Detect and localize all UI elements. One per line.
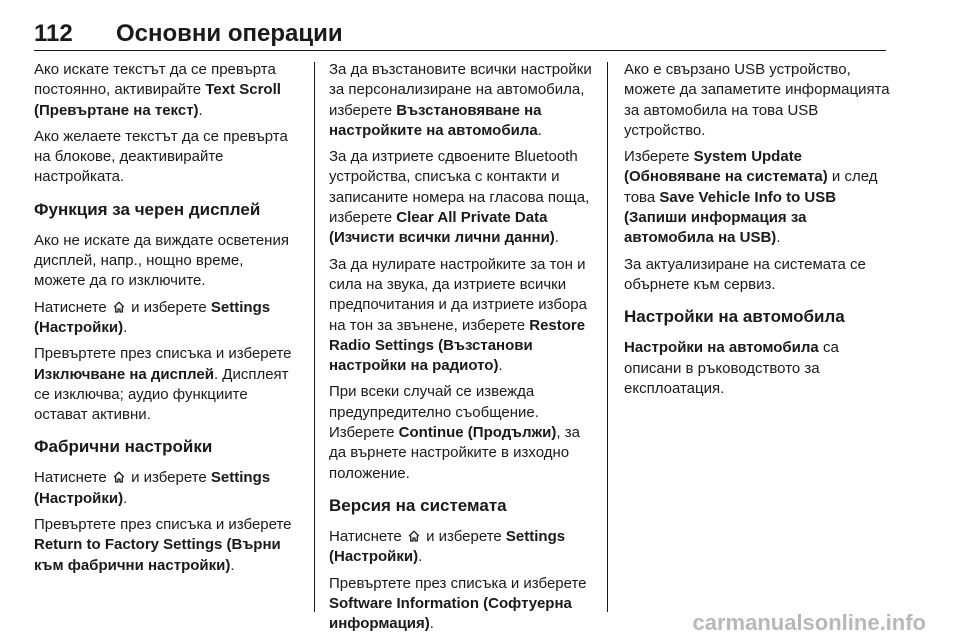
- section-heading-vehicle-settings: Настройки на автомобила: [624, 307, 845, 327]
- menu-option-continue: Continue (Продължи): [398, 424, 557, 442]
- paragraph-text-scroll: Ако искате текстът да се превърта постоянно, активирайте Text Scroll (Превъртане на текст).: [34, 61, 281, 119]
- paragraph-display-off: Превъртете през списъка и изберете Изключване на дисплей. Дисплеят се изключва; аудио функциите остават активни.: [34, 345, 292, 424]
- column-middle: [329, 60, 595, 640]
- paragraph-restore-vehicle: За да възстановите всички настройки за персонализиране на автомобила, изберете Възстановяване на настройките на автомобила.: [329, 61, 592, 139]
- menu-option-settings: Settings (Настройки): [34, 469, 271, 507]
- home-icon: [113, 301, 125, 313]
- menu-option-text-scroll: Text Scroll (Превъртане на текст): [34, 81, 281, 119]
- menu-option-factory-reset: Return to Factory Settings (Върни към фабрични настройки): [34, 536, 281, 574]
- menu-option-clear-private-data: Clear All Private Data (Изчисти всички лични данни): [329, 209, 555, 247]
- column-divider-left: [314, 62, 315, 612]
- menu-option-restore-vehicle: Възстановяване на настройките на автомобила: [329, 101, 542, 139]
- paragraph-restore-radio: За да нулирате настройките за тон и сила на звука, да изтриете всички предпочитания и да изтриете избора на тон за звънене, изберете Restore Radio Settings (Възстанови настройки на радиото).: [329, 255, 587, 375]
- page-title: Основни операции: [116, 20, 343, 47]
- paragraph-software-info: Превъртете през списъка и изберете Software Information (Софтуерна информация).: [329, 574, 587, 633]
- paragraph-press-home-settings-2: Натиснете и изберете Settings (Настройки).: [34, 469, 271, 507]
- header-rule: [34, 50, 886, 51]
- paragraph-press-home-settings: Натиснете и изберете Settings (Настройки).: [34, 298, 271, 336]
- home-icon: [408, 530, 420, 542]
- watermark: carmanualsonline.info: [692, 610, 926, 635]
- section-heading-black-display: Функция за черен дисплей: [34, 199, 261, 219]
- paragraph-press-home-settings-3: Натиснете и изберете Settings (Настройки).: [329, 527, 566, 566]
- term-vehicle-settings: Настройки на автомобила: [624, 339, 819, 357]
- page-header: [34, 20, 886, 52]
- menu-option-system-update: System Update (Обновяване на системата): [624, 148, 828, 186]
- menu-option-settings: Settings (Настройки): [329, 527, 566, 566]
- paragraph-usb-intro: Ако е свързано USB устройство, можете да запаметите информацията за автомобила на това USB устройство.: [624, 61, 890, 139]
- paragraph-warning-continue: При всеки случай се извежда предупредително съобщение. Изберете Continue (Продължи), за да върнете настройките в изходно положение.: [329, 383, 580, 482]
- menu-option-save-vehicle-info: Save Vehicle Info to USB (Запиши информация за автомобила на USB): [624, 188, 837, 247]
- paragraph-display-off-intro: Ако не искате да виждате осветения дисплей, напр., нощно време, можете да го изключите.: [34, 231, 289, 290]
- paragraph-factory-reset: Превъртете през списъка и изберете Return to Factory Settings (Върни към фабрични настройки).: [34, 516, 292, 574]
- paragraph-clear-private-data: За да изтриете сдвоените Bluetooth устройства, списъка с контакти и записаните номера на гласова поща, изберете Clear All Private Data (Изчисти всички лични данни).: [329, 148, 590, 247]
- menu-option-display-off: Изключване на дисплей: [34, 365, 214, 383]
- column-divider-right: [607, 62, 608, 612]
- section-heading-factory-settings: Фабрични настройки: [34, 437, 213, 457]
- menu-option-software-info: Software Information (Софтуерна информация): [329, 594, 572, 633]
- paragraph-service: За актуализиране на системата се обърнете към сервиз.: [624, 255, 866, 293]
- column-left: [34, 60, 296, 582]
- section-heading-system-version: Версия на системата: [329, 495, 507, 515]
- menu-option-restore-radio: Restore Radio Settings (Възстанови настройки на радиото): [329, 316, 586, 375]
- column-right: [624, 60, 892, 405]
- paragraph-text-blocks: Ако желаете текстът да се превърта на блокове, деактивирайте настройката.: [34, 127, 288, 186]
- paragraph-system-update: Изберете System Update (Обновяване на системата) и след това Save Vehicle Info to USB (Запиши информация за автомобила на USB).: [624, 148, 878, 247]
- paragraph-vehicle-settings: Настройки на автомобила са описани в ръководството за експлоатация.: [624, 339, 839, 397]
- menu-option-settings: Settings (Настройки): [34, 298, 271, 336]
- page-number: 112: [34, 20, 73, 47]
- home-icon: [113, 471, 125, 483]
